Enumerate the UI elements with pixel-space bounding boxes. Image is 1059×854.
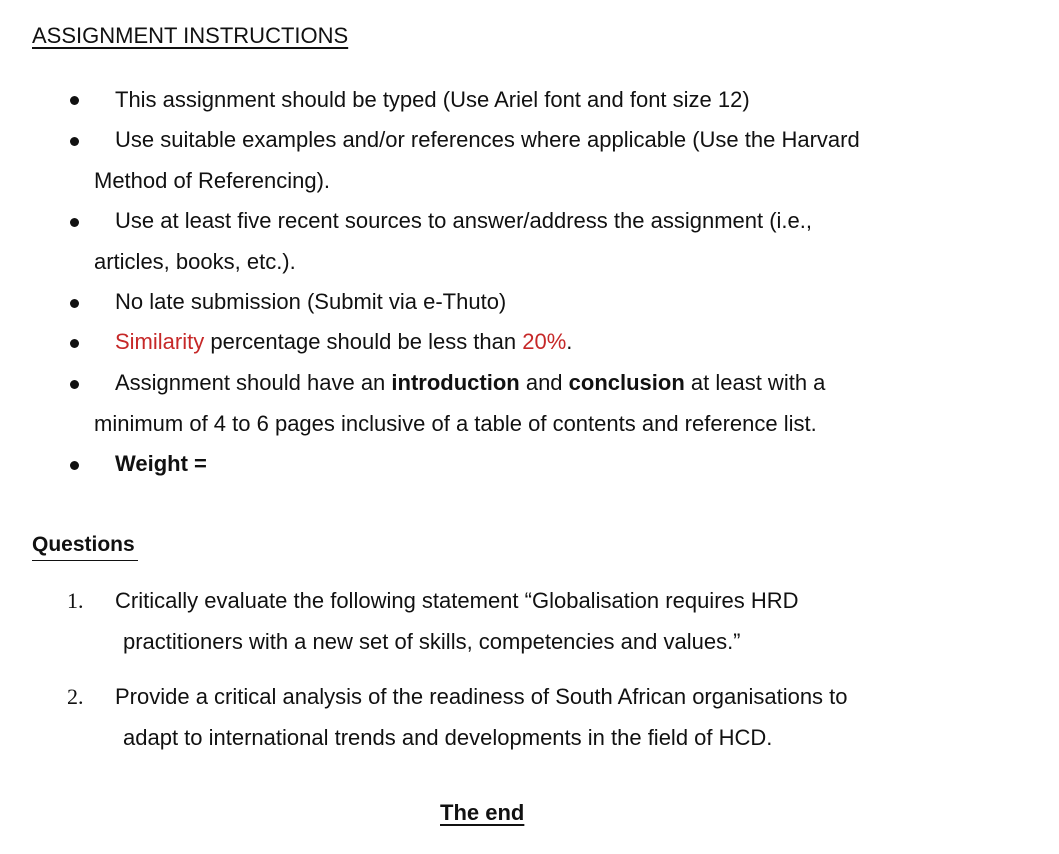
questions-heading-underline <box>32 560 138 561</box>
bullet-icon <box>70 380 79 389</box>
question-text-continuation: adapt to international trends and developments in the field of HCD. <box>123 725 773 750</box>
question-number: 2. <box>67 684 84 709</box>
question-text: Critically evaluate the following statement “Globalisation requires HRD <box>115 588 799 613</box>
percentage-highlight: 20% <box>522 329 567 354</box>
bullet-icon <box>70 218 79 227</box>
similarity-highlight: Similarity <box>115 329 205 354</box>
instruction-item-continuation: minimum of 4 to 6 pages inclusive of a table of contents and reference list. <box>94 411 817 436</box>
instruction-item-continuation: articles, books, etc.). <box>94 249 296 274</box>
instruction-item: Assignment should have an introduction and conclusion at least with a <box>115 370 826 395</box>
conclusion-emphasis: conclusion <box>568 370 685 395</box>
questions-heading: Questions <box>32 533 135 556</box>
page-title: ASSIGNMENT INSTRUCTIONS <box>32 23 349 48</box>
instruction-item: This assignment should be typed (Use Ariel font and font size 12) <box>115 87 750 112</box>
instruction-item-continuation: Method of Referencing). <box>94 168 331 193</box>
instruction-item: Use suitable examples and/or references where applicable (Use the Harvard <box>115 127 860 152</box>
bullet-icon <box>70 339 79 348</box>
instruction-item: Use at least five recent sources to answer/address the assignment (i.e., <box>115 208 812 233</box>
bullet-icon <box>70 299 79 308</box>
question-text-continuation: practitioners with a new set of skills, competencies and values.” <box>123 629 741 654</box>
instruction-item: Similarity percentage should be less than 20%. <box>115 329 573 354</box>
instruction-item: No late submission (Submit via e-Thuto) <box>115 289 507 314</box>
question-number: 1. <box>67 588 84 613</box>
question-text: Provide a critical analysis of the readiness of South African organisations to <box>115 684 848 709</box>
weight-item: Weight = <box>115 451 207 476</box>
bullet-icon <box>70 137 79 146</box>
closing-text: The end <box>440 800 525 825</box>
bullet-icon <box>70 461 79 470</box>
bullet-icon <box>70 96 79 105</box>
introduction-emphasis: introduction <box>391 370 520 395</box>
